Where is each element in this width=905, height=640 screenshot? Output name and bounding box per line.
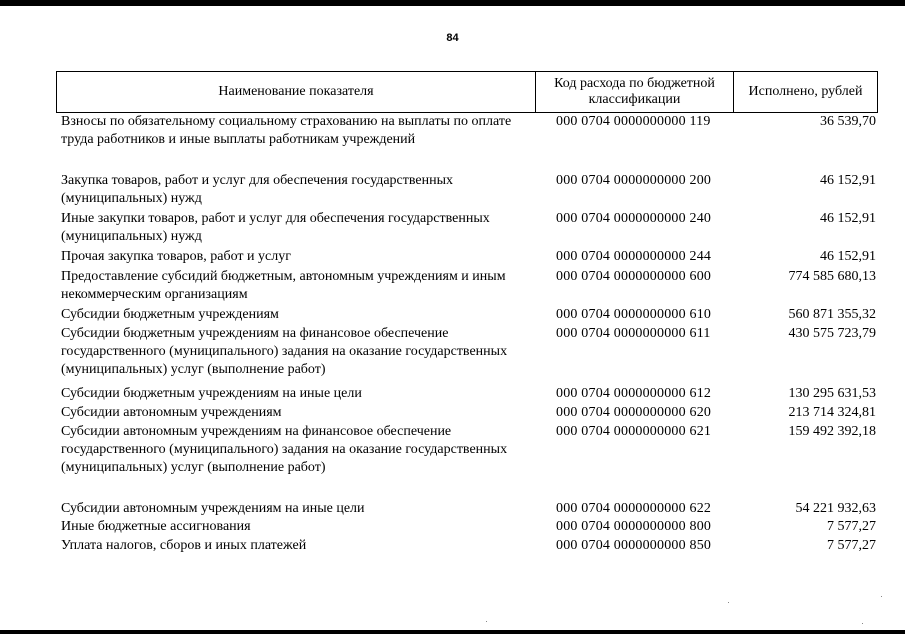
row-code: 000 0704 0000000000 612 bbox=[556, 386, 712, 401]
top-border-rule bbox=[0, 0, 905, 6]
row-name: Субсидии бюджетным учреждениям bbox=[61, 307, 279, 322]
page-number: 84 bbox=[446, 32, 459, 44]
row-code: 000 0704 0000000000 244 bbox=[556, 249, 712, 264]
row-amount: 46 152,91 bbox=[820, 173, 876, 188]
row-amount: 7 577,27 bbox=[827, 538, 876, 553]
table-header bbox=[56, 71, 878, 113]
row-code: 000 0704 0000000000 622 bbox=[556, 501, 712, 516]
row-name: Взносы по обязательному социальному страхованию на выплаты по оплате труда работников и иные выплаты работникам учреждений bbox=[61, 114, 512, 147]
row-code: 000 0704 0000000000 621 bbox=[556, 424, 712, 439]
row-amount: 774 585 680,13 bbox=[788, 269, 876, 284]
row-amount: 46 152,91 bbox=[820, 249, 876, 264]
row-code: 000 0704 0000000000 610 bbox=[556, 307, 712, 322]
row-amount: 36 539,70 bbox=[820, 114, 876, 129]
header-code-column: Код расхода по бюджетной классификации bbox=[536, 72, 734, 112]
scan-speck bbox=[728, 602, 729, 603]
row-name: Субсидии бюджетным учреждениям на финансовое обеспечение государственного (муниципального) задания на оказание государственных (муниципальных) услуг (выполнение работ) bbox=[61, 326, 508, 377]
row-name: Субсидии автономным учреждениям на финансовое обеспечение государственного (муниципального) задания на оказание государственных (муниципальных) услуг (выполнение работ) bbox=[61, 424, 508, 475]
row-name: Закупка товаров, работ и услуг для обеспечения государственных (муниципальных) нужд bbox=[61, 173, 454, 206]
header-name-column: Наименование показателя bbox=[57, 72, 536, 112]
row-name: Прочая закупка товаров, работ и услуг bbox=[61, 249, 291, 264]
row-amount: 7 577,27 bbox=[827, 519, 876, 534]
bottom-border-rule bbox=[0, 630, 905, 634]
row-code: 000 0704 0000000000 240 bbox=[556, 211, 712, 226]
row-name: Субсидии автономным учреждениям bbox=[61, 405, 282, 420]
row-code: 000 0704 0000000000 850 bbox=[556, 538, 712, 553]
row-amount: 130 295 631,53 bbox=[788, 386, 876, 401]
row-amount: 159 492 392,18 bbox=[788, 424, 876, 439]
row-amount: 560 871 355,32 bbox=[788, 307, 876, 322]
row-code: 000 0704 0000000000 119 bbox=[556, 114, 711, 129]
scan-speck bbox=[881, 596, 882, 597]
scan-speck bbox=[486, 621, 487, 622]
row-name: Субсидии автономным учреждениям на иные цели bbox=[61, 501, 365, 516]
row-code: 000 0704 0000000000 620 bbox=[556, 405, 712, 420]
scan-speck bbox=[862, 623, 863, 624]
row-code: 000 0704 0000000000 600 bbox=[556, 269, 712, 284]
row-name: Иные закупки товаров, работ и услуг для обеспечения государственных (муниципальных) нужд bbox=[61, 211, 490, 244]
row-name: Уплата налогов, сборов и иных платежей bbox=[61, 538, 307, 553]
row-amount: 430 575 723,79 bbox=[788, 326, 876, 341]
header-amount-column: Исполнено, рублей bbox=[748, 84, 863, 99]
row-code: 000 0704 0000000000 611 bbox=[556, 326, 711, 341]
row-amount: 46 152,91 bbox=[820, 211, 876, 226]
row-amount: 213 714 324,81 bbox=[788, 405, 876, 420]
row-code: 000 0704 0000000000 800 bbox=[556, 519, 712, 534]
row-name: Иные бюджетные ассигнования bbox=[61, 519, 251, 534]
row-amount: 54 221 932,63 bbox=[795, 501, 876, 516]
row-name: Предоставление субсидий бюджетным, автономным учреждениям и иным некоммерческим организациям bbox=[61, 269, 506, 302]
row-code: 000 0704 0000000000 200 bbox=[556, 173, 712, 188]
row-name: Субсидии бюджетным учреждениям на иные цели bbox=[61, 386, 362, 401]
